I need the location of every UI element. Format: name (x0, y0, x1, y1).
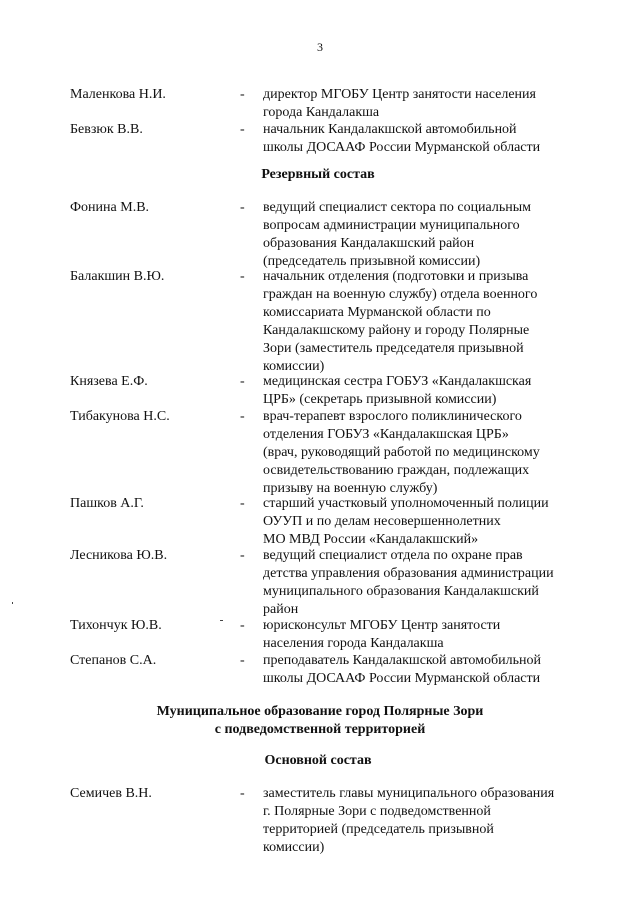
member-position: директор МГОБУ Центр занятости населения города Кандалакша (263, 87, 536, 120)
member-position: ведущий специалист отдела по охране прав детства управления образования администрации муниципального образования Кандалакшский район (263, 548, 554, 617)
member-position: преподаватель Кандалакшской автомобильной школы ДОСААФ России Мурманской области (263, 653, 541, 686)
member-name: Семичев В.Н. (70, 786, 152, 801)
municipality-heading: Муниципальное образование город Полярные Зори с подведомственной территорией (156, 704, 484, 737)
member-name: Тихончук Ю.В. (70, 618, 162, 633)
main-composition-heading: Основной состав (264, 753, 372, 768)
member-position: заместитель главы муниципального образования г. Полярные Зори с подведомственной территорией (председатель призывной комиссии) (263, 786, 555, 855)
member-name: Лесникова Ю.В. (70, 548, 168, 563)
member-position: старший участковый уполномоченный полиции ОУУП и по делам несовершеннолетних МО МВД России «Кандалакшский» (263, 496, 549, 547)
dash: - (240, 269, 245, 284)
member-name: Пашков А.Г. (70, 496, 144, 511)
dash: - (240, 548, 245, 563)
member-name: Степанов С.А. (70, 653, 157, 668)
dash: - (240, 374, 245, 389)
member-name: Маленкова Н.И. (70, 87, 166, 102)
dash: - (240, 409, 245, 424)
dash: - (240, 653, 245, 668)
member-name: Балакшин В.Ю. (70, 269, 165, 284)
member-position: врач-терапевт взрослого поликлинического отделения ГОБУЗ «Кандалакшская ЦРБ» (врач, руководящий работой по медицинскому освидетельствованию граждан, подлежащих призыву на военную службу) (263, 409, 540, 496)
member-name: Князева Е.Ф. (70, 374, 148, 389)
dash: - (240, 200, 245, 215)
member-name: Бевзюк В.В. (70, 122, 143, 137)
member-name: Тибакунова Н.С. (70, 409, 170, 424)
member-position: начальник Кандалакшской автомобильной школы ДОСААФ России Мурманской области (263, 122, 541, 155)
member-position: медицинская сестра ГОБУЗ «Кандалакшская ЦРБ» (секретарь призывной комиссии) (263, 374, 532, 407)
member-position: начальник отделения (подготовки и призыва граждан на военную службу) отдела военного комиссариата Мурманской области по Кандалакшскому району и городу Полярные Зори (заместитель председателя призывной комиссии) (263, 269, 538, 374)
dash: - (240, 496, 245, 511)
dash: - (240, 87, 245, 102)
reserve-heading: Резервный состав (261, 167, 375, 182)
scan-speck (220, 620, 223, 621)
dash: - (240, 786, 245, 801)
dash: - (240, 618, 245, 633)
scan-speck (12, 602, 13, 604)
page-number: 3 (317, 40, 323, 54)
dash: - (240, 122, 245, 137)
member-position: ведущий специалист сектора по социальным вопросам администрации муниципального образования Кандалакшский район (председатель призывной комиссии) (263, 200, 532, 269)
member-position: юрисконсульт МГОБУ Центр занятости населения города Кандалакша (263, 618, 501, 651)
member-name: Фонина М.В. (70, 200, 150, 215)
